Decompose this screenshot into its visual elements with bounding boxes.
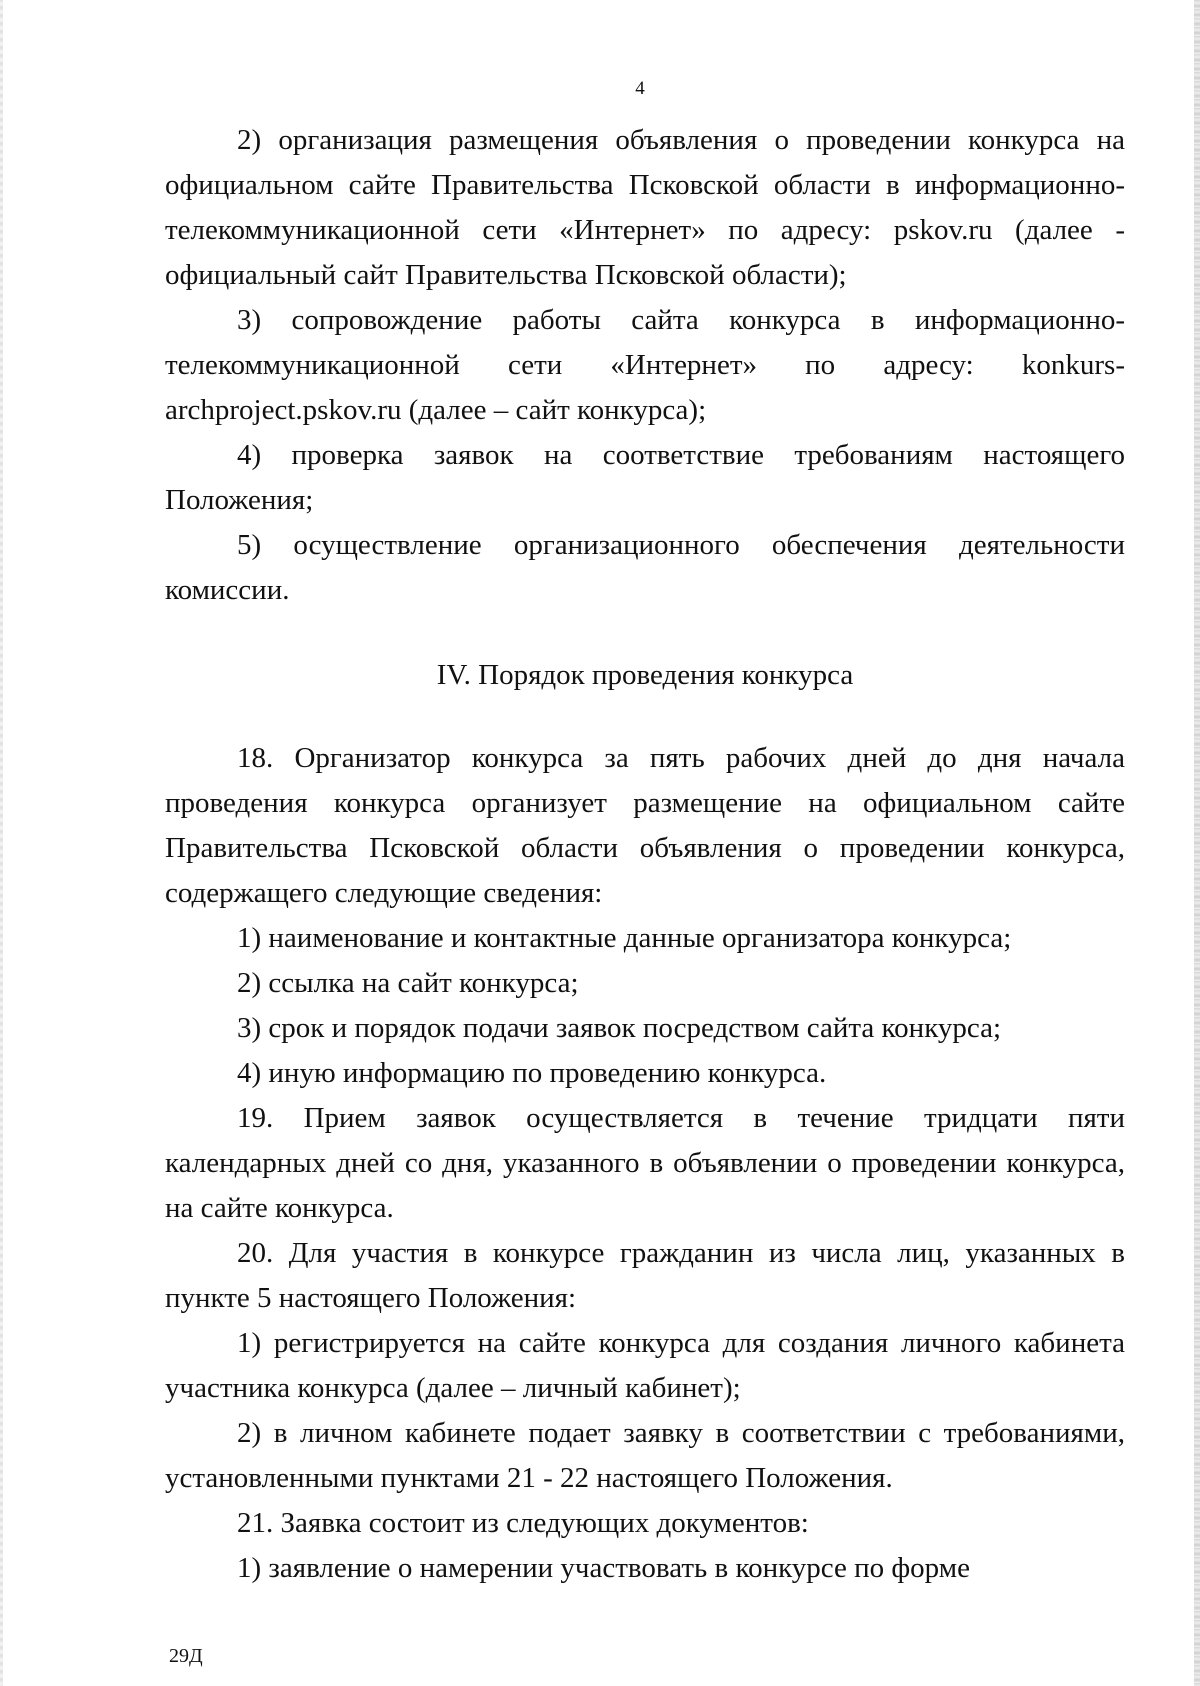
list-item: 4) иную информацию по проведению конкурса. xyxy=(237,1057,827,1089)
spacer xyxy=(165,698,1125,736)
section-heading: IV. Порядок проведения конкурса xyxy=(436,659,854,691)
list-item: 1) регистрируется на сайте конкурса для создания личного кабинета участника конкурса (далее – личный кабинет); xyxy=(165,1327,1125,1404)
list-item: 2) ссылка на сайт конкурса; xyxy=(237,967,579,999)
paragraph: 19. Прием заявок осуществляется в течение тридцати пяти календарных дней со дня, указанного в объявлении о проведении конкурса, на сайте конкурса. xyxy=(165,1102,1125,1224)
spacer xyxy=(165,613,1125,653)
page-number: 4 xyxy=(635,78,645,99)
scan-edge-left xyxy=(0,0,3,1686)
paragraph: 18. Организатор конкурса за пять рабочих дней до дня начала проведения конкурса организует размещение на официальном сайте Правительства Псковской области объявления о проведении конкурса, содержащего следующие сведения: xyxy=(165,742,1125,909)
list-item: 2) организация размещения объявления о проведении конкурса на официальном сайте Правительства Псковской области в информационно-телекоммуникационной сети «Интернет» по адресу: pskov.ru (далее - официальный сайт Правительства Псковской области); xyxy=(165,124,1125,291)
paragraph: 20. Для участия в конкурсе гражданин из числа лиц, указанных в пункте 5 настоящего Положения: xyxy=(165,1237,1125,1314)
list-item: 4) проверка заявок на соответствие требованиям настоящего Положения; xyxy=(165,439,1125,516)
footer-document-code: 29Д xyxy=(169,1645,203,1667)
list-item: 2) в личном кабинете подает заявку в соответствии с требованиями, установленными пунктами 21 - 22 настоящего Положения. xyxy=(165,1417,1125,1494)
list-item: 1) наименование и контактные данные организатора конкурса; xyxy=(237,922,1012,954)
list-item: 5) осуществление организационного обеспечения деятельности комиссии. xyxy=(165,529,1125,606)
paragraph: 21. Заявка состоит из следующих документов: xyxy=(237,1507,809,1539)
list-item: 3) сопровождение работы сайта конкурса в информационно-телекоммуникационной сети «Интернет» по адресу: konkurs-archproject.pskov.ru (далее – сайт конкурса); xyxy=(165,304,1125,426)
scan-edge-right xyxy=(1194,0,1200,1686)
document-body xyxy=(165,118,1125,1591)
list-item: 3) срок и порядок подачи заявок посредством сайта конкурса; xyxy=(237,1012,1002,1044)
list-item: 1) заявление о намерении участвовать в конкурсе по форме xyxy=(237,1552,970,1584)
